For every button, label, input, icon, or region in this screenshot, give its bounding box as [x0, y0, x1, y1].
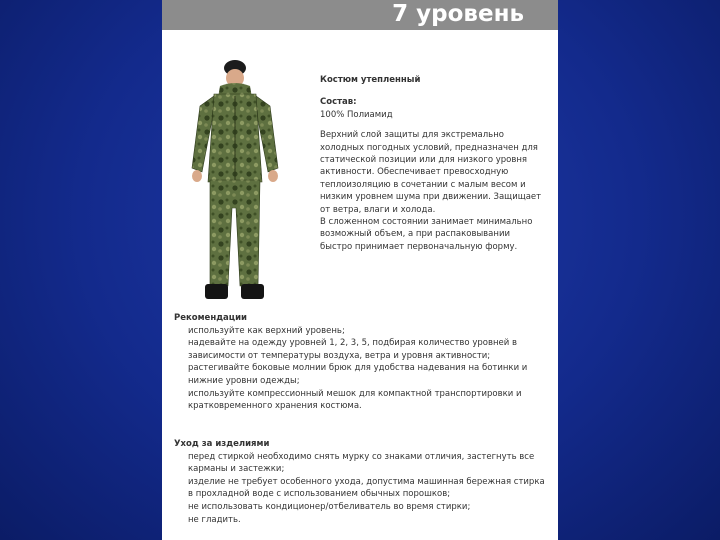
list-item: изделие не требует особенного ухода, допустима машинная бережная стирка в прохладной воде с использованием обычных порошков;	[188, 476, 545, 500]
description-paragraph: Верхний слой защиты для экстремально холодных погодных условий, предназначен для статической позиции или для низкого уровня активности. Обеспечивает превосходную теплоизоляцию в сочетании с малым весом и низким уровнем шума при движении. Защищает от ветра, влаги и холода.	[320, 130, 542, 215]
recommendations-section	[174, 312, 546, 413]
care-title: Уход за изделиями	[174, 439, 270, 449]
list-item: используйте как верхний уровень;	[188, 325, 345, 336]
soldier-winter-suit-image	[190, 58, 280, 308]
composition-label: Состав:	[320, 97, 357, 108]
list-item: надевайте на одежду уровней 1, 2, 3, 5, подбирая количество уровней в зависимости от температуры воздуха, ветра и уровня активности;	[188, 338, 517, 361]
list-item: не гладить.	[188, 514, 241, 525]
product-description	[320, 129, 542, 253]
composition-value: 100% Полиамид	[320, 109, 393, 120]
care-section	[174, 438, 546, 526]
slide-title: 7 уровень	[392, 1, 524, 27]
list-item: не использовать кондиционер/отбеливатель во время стирки;	[188, 501, 471, 512]
slide-card	[162, 0, 558, 540]
description-paragraph: В сложенном состоянии занимает минимально возможный объем, а при распаковывании быстро принимает первоначальную форму.	[320, 217, 533, 252]
list-item: растегивайте боковые молнии брюк для удобства надевания на ботинки и нижние уровни одежды;	[188, 363, 528, 386]
list-item: используйте компрессионный мешок для компактной транспортировки и кратковременного хранения костюма.	[188, 388, 522, 412]
recommendations-title: Рекомендации	[174, 313, 248, 323]
list-item: перед стиркой необходимо снять мурку со знаками отличия, застегнуть все карманы и застежки;	[188, 451, 535, 475]
product-info	[320, 74, 542, 253]
recommendations-list	[174, 325, 546, 413]
title-bar	[162, 0, 558, 30]
care-list	[174, 451, 546, 527]
product-name: Костюм утепленный	[320, 75, 421, 85]
